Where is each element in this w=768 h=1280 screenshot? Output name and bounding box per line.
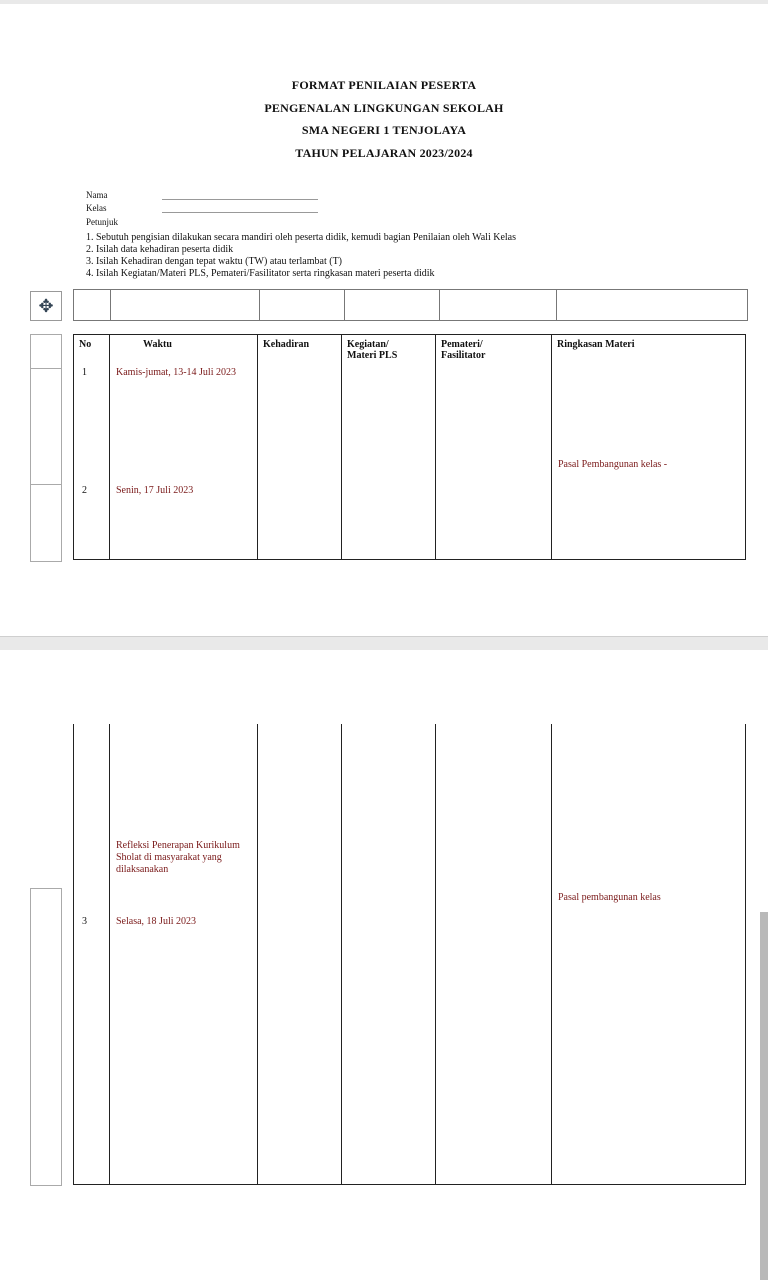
title-line-2: PENGENALAN LINGKUNGAN SEKOLAH: [264, 101, 504, 115]
header-waktu: Waktu: [143, 339, 172, 350]
row-marker-box: [30, 888, 62, 1186]
instruction-1: 1. Sebutuh pengisian dilakukan secara mandiri oleh peserta didik, kemudi bagian Penilaian oleh Wali Kelas: [86, 232, 517, 243]
ringkasan-column-cell[interactable]: [552, 335, 746, 560]
table-ghost-header-row: [73, 289, 748, 321]
pemateri-column-cell[interactable]: [436, 724, 552, 1184]
waktu-column-cell[interactable]: [110, 335, 258, 560]
header-no: No: [79, 339, 92, 350]
instruction-4: 4. Isilah Kegiatan/Materi PLS, Pemateri/Fasilitator serta ringkasan materi peserta didik: [86, 268, 435, 279]
title-line-1: FORMAT PENILAIAN PESERTA: [291, 78, 477, 92]
row-marker-box: [30, 484, 62, 562]
row-1-waktu: Kamis-jumat, 13-14 Juli 2023: [116, 367, 236, 378]
field-kelas-label: Kelas: [86, 203, 107, 213]
assessment-table: [73, 334, 746, 560]
header-kegiatan: Kegiatan/ Materi PLS: [347, 339, 398, 361]
assessment-table-continued: [73, 724, 746, 1185]
row-1-no: 1: [82, 367, 87, 378]
row-marker-box: [30, 368, 62, 486]
row-3-ringkasan: Pasal pembangunan kelas: [558, 892, 661, 903]
kegiatan-column-cell[interactable]: [342, 724, 436, 1184]
table-row: [74, 335, 746, 560]
field-nama-line[interactable]: [162, 199, 318, 200]
instruction-2: 2. Isilah data kehadiran peserta didik: [86, 244, 234, 255]
kegiatan-column-cell[interactable]: [342, 335, 436, 560]
title-line-4: TAHUN PELAJARAN 2023/2024: [295, 146, 473, 160]
row-3-kegiatan-note: Refleksi Penerapan Kurikulum Sholat di masyarakat yang dilaksanakan: [116, 840, 240, 875]
ringkasan-column-cell[interactable]: [552, 724, 746, 1184]
row-2-no: 2: [82, 485, 87, 496]
no-column-cell[interactable]: [74, 724, 110, 1184]
header-pemateri: Pemateri/ Fasilitator: [441, 339, 486, 361]
header-ringkasan: Ringkasan Materi: [557, 339, 635, 350]
instruction-3: 3. Isilah Kehadiran dengan tepat waktu (TW) atau terlambat (T): [86, 256, 343, 267]
table-move-handle-icon[interactable]: ✥: [30, 291, 62, 321]
row-1-ringkasan: Pasal Pembangunan kelas -: [558, 459, 668, 470]
field-kelas-line[interactable]: [162, 212, 318, 213]
vertical-scrollbar[interactable]: [760, 912, 768, 1280]
kehadiran-column-cell[interactable]: [258, 335, 342, 560]
document-page-1: [0, 4, 768, 637]
field-petunjuk-label: Petunjuk: [86, 217, 119, 227]
header-kehadiran: Kehadiran: [263, 339, 310, 350]
row-3-no: 3: [82, 916, 87, 927]
row-2-waktu: Senin, 17 Juli 2023: [116, 485, 194, 496]
row-marker-box: [30, 334, 62, 370]
pemateri-column-cell[interactable]: [436, 335, 552, 560]
waktu-column-cell[interactable]: [110, 724, 258, 1184]
document-page-2: [0, 650, 768, 1280]
field-nama-label: Nama: [86, 190, 108, 200]
table-row: [74, 724, 746, 1184]
title-line-3: SMA NEGERI 1 TENJOLAYA: [301, 123, 467, 137]
kehadiran-column-cell[interactable]: [258, 724, 342, 1184]
row-3-waktu: Selasa, 18 Juli 2023: [116, 916, 196, 927]
no-column-cell[interactable]: [74, 335, 110, 560]
